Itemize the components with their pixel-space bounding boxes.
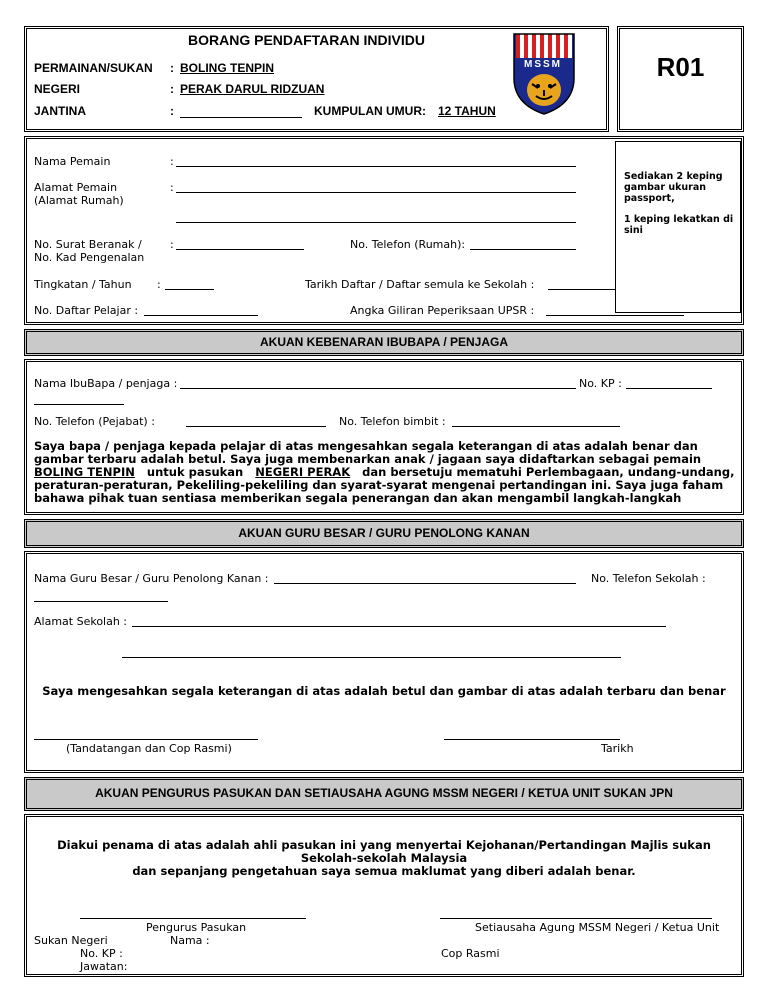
parent-kp-label: No. KP : (579, 377, 622, 390)
decl-line-1: Saya bapa / penjaga kepada pelajar di atas mengesahkan segala keterangan di atas adalah benar dan (34, 440, 698, 453)
school-phone-label: No. Telefon Sekolah : (591, 572, 706, 585)
upsr-field[interactable] (546, 315, 684, 316)
player-address-label: Alamat Pemain (34, 181, 118, 194)
official-stamp-label: Cop Rasmi (441, 947, 500, 960)
logo-text: MSSM (524, 59, 562, 70)
player-name-label: Nama Pemain (34, 155, 111, 168)
player-address-field-2[interactable] (176, 222, 576, 223)
manager-position-label: Jawatan: (80, 960, 128, 973)
photo-box[interactable] (615, 141, 741, 313)
colon: : (170, 238, 174, 251)
birth-cert-label: No. Surat Beranak / (34, 238, 142, 251)
office-phone-label: No. Telefon (Pejabat) : (34, 415, 155, 428)
upsr-label: Angka Giliran Peperiksaan UPSR : (350, 304, 535, 317)
player-address-sub: (Alamat Rumah) (34, 194, 124, 207)
date-line[interactable] (444, 739, 620, 740)
gender-colon: : (170, 104, 174, 118)
photo-instruction-1: Sediakan 2 keping gambar ukuran passport, (624, 171, 723, 204)
register-date-label: Tarikh Daftar / Daftar semula ke Sekolah : (305, 278, 535, 291)
parent-name-field[interactable] (180, 388, 576, 389)
player-address-field-1[interactable] (176, 192, 576, 193)
gender-field[interactable] (180, 117, 302, 118)
manager-line-2: Sekolah-sekolah Malaysia (300, 851, 468, 865)
decl-mid: untuk pasukan (146, 465, 244, 479)
parent-declaration (34, 440, 736, 508)
register-date-field[interactable] (548, 289, 616, 290)
parent-banner: AKUAN KEBENARAN IBUBAPA / PENJAGA (24, 329, 744, 356)
student-no-field[interactable] (144, 315, 258, 316)
principal-name-label: Nama Guru Besar / Guru Penolong Kanan : (34, 572, 269, 585)
decl-line-2: gambar terbaru adalah betul. Saya juga membenarkan anak / jagaan saya didaftarkan sebagai pemain (34, 452, 702, 466)
team-manager-label: Pengurus Pasukan (146, 921, 247, 934)
gender-label: JANTINA (34, 104, 87, 118)
manager-line-3: dan sepanjang pengetahuan saya semua maklumat yang diberi adalah benar. (132, 864, 636, 878)
form-title: BORANG PENDAFTARAN INDIVIDU (188, 32, 425, 48)
mssm-logo (512, 32, 576, 116)
sport-colon: : (170, 61, 174, 75)
manager-kp-label: No. KP : (80, 947, 123, 960)
colon: : (157, 278, 161, 291)
sport-label: PERMAINAN/SUKAN (34, 61, 153, 75)
state-value: PERAK DARUL RIDZUAN (180, 82, 325, 96)
principal-signature-line[interactable] (34, 739, 258, 740)
age-group-value: 12 TAHUN (438, 104, 496, 118)
birth-cert-field[interactable] (176, 249, 304, 250)
school-address-label: Alamat Sekolah : (34, 615, 128, 628)
principal-banner: AKUAN GURU BESAR / GURU PENOLONG KANAN (24, 519, 744, 548)
sukan-negeri-label: Sukan Negeri (34, 934, 108, 947)
school-phone-field[interactable] (34, 601, 168, 602)
manager-banner: AKUAN PENGURUS PASUKAN DAN SETIAUSAHA AGUNG MSSM NEGERI / KETUA UNIT SUKAN JPN (24, 777, 744, 811)
ic-label: No. Kad Pengenalan (34, 251, 145, 264)
decl-state: NEGERI PERAK (255, 465, 351, 479)
school-address-field-1[interactable] (132, 626, 666, 627)
state-label: NEGERI (34, 82, 81, 96)
colon: : (170, 181, 174, 194)
manager-line-1: Diakui penama di atas adalah ahli pasukan ini yang menyertai Kejohanan/Pertandingan Majlis sukan (57, 838, 711, 852)
signature-label: (Tandatangan dan Cop Rasmi) (66, 742, 232, 755)
grade-field[interactable] (165, 289, 214, 290)
state-colon: : (170, 82, 174, 96)
grade-label: Tingkatan / Tahun (34, 278, 132, 291)
mobile-field[interactable] (452, 426, 620, 427)
player-name-field[interactable] (176, 166, 576, 167)
home-phone-field[interactable] (470, 249, 576, 250)
decl-sport: BOLING TENPIN (34, 465, 135, 479)
photo-instruction-2: 1 keping lekatkan di sini (624, 214, 734, 236)
sport-value: BOLING TENPIN (180, 61, 275, 75)
school-address-field-2[interactable] (122, 657, 621, 658)
home-phone-label: No. Telefon (Rumah): (350, 238, 466, 251)
form-code: R01 (656, 52, 705, 82)
decl-line-5: bahawa pihak tuan sentiasa memberikan segala penerangan dan akan mengambil langkah-langkah (34, 491, 682, 505)
manager-name-label: Nama : (170, 934, 210, 947)
principal-confirmation: Saya mengesahkan segala keterangan di atas adalah betul dan gambar di atas adalah terbaru dan benar (42, 684, 726, 698)
office-phone-field[interactable] (186, 426, 326, 427)
secretary-signature-line[interactable] (440, 918, 712, 919)
mobile-label: No. Telefon bimbit : (339, 415, 446, 428)
decl-line-3-end: dan bersetuju mematuhi Perlembagaan, undang-undang, (362, 465, 735, 479)
team-manager-signature-line[interactable] (80, 918, 306, 919)
decl-line-4: peraturan-peraturan, Pekeliling-pekeliling dan syarat-syarat mengenai pertandingan ini. Saya juga faham (34, 478, 724, 492)
date-label: Tarikh (601, 742, 634, 755)
parent-kp-field[interactable] (626, 388, 712, 389)
parent-kp-field-cont[interactable] (34, 404, 124, 405)
colon: : (170, 155, 174, 168)
age-group-label: KUMPULAN UMUR: (314, 104, 426, 118)
parent-name-label: Nama IbuBapa / penjaga : (34, 377, 178, 390)
student-no-label: No. Daftar Pelajar : (34, 304, 139, 317)
secretary-label: Setiausaha Agung MSSM Negeri / Ketua Unit (475, 921, 720, 934)
principal-name-field[interactable] (274, 583, 576, 584)
